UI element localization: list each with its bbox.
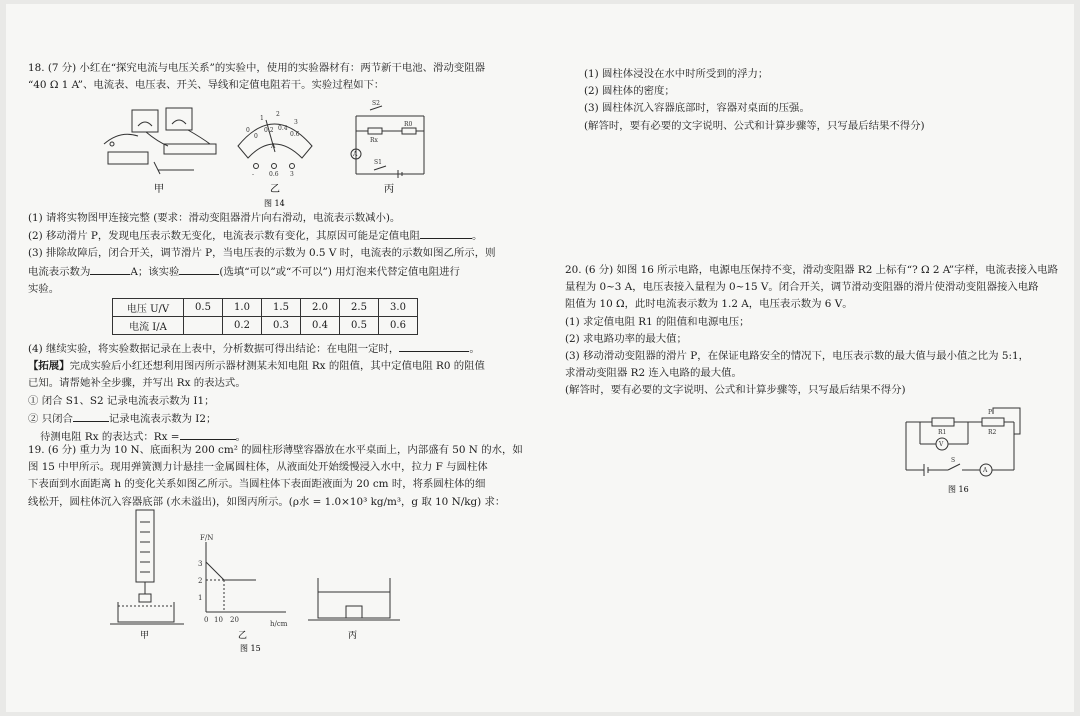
table-cell: 0.4 (301, 317, 340, 335)
svg-text:S2: S2 (372, 100, 380, 107)
question-20 (565, 262, 1058, 400)
svg-text:0.6: 0.6 (290, 131, 300, 138)
fig15-label-jia: 甲 (140, 631, 150, 641)
battery-pack (108, 152, 148, 164)
svg-text:3: 3 (294, 119, 298, 126)
table-cell: 2.5 (340, 299, 379, 317)
q18-part3a: (3) 排除故障后，闭合开关，调节滑片 P，当电压表的示数为 0.5 V 时，电流表的示数如图乙所示，则 (28, 247, 496, 260)
q18-part3c: 实验。 (28, 282, 60, 295)
q19-sub2: (2) 圆柱体的密度； (584, 85, 675, 98)
spring-scale (136, 510, 154, 582)
graph-xlabel: h/cm (270, 620, 288, 628)
label-s: S (951, 457, 956, 464)
label-r2: R2 (988, 429, 997, 436)
q18-part2: (2) 移动滑片 P，发现电压表示数无变化，电流表示数有变化，其原因可能是定值电阻 (28, 230, 420, 243)
graph-xtick: 20 (230, 616, 239, 624)
answer-blank[interactable] (399, 340, 469, 352)
svg-text:0.2: 0.2 (264, 127, 274, 134)
fig14-label-jia: 甲 (154, 184, 164, 195)
svg-text:0: 0 (246, 127, 250, 134)
table-cell: 0.3 (262, 317, 301, 335)
q18-step2-pre: ② 只闭合 (28, 412, 73, 425)
answer-blank[interactable] (90, 263, 130, 275)
table-cell: 1.0 (223, 299, 262, 317)
q18-part3b-mid: A；该实验 (130, 265, 180, 278)
q19-line1: 19. (6 分) 重力为 10 N、底面积为 200 cm² 的圆柱形薄壁容器放在水平桌面上，内部盛有 50 N 的水，如 (28, 444, 523, 456)
q20-line2: 量程为 0~3 A，电压表接入量程为 0~15 V。闭合开关，调节滑动变阻器的滑片使滑动变阻器接入电路 (565, 281, 1039, 294)
q18-line2: “40 Ω 1 A”、电流表、电压表、开关、导线和定值电阻若干。实验过程如下： (28, 79, 385, 92)
graph-ytick: 1 (198, 594, 203, 602)
extension-tag: 【拓展】 (28, 360, 70, 373)
q18-step2-post: 记录电流表示数为 I2； (108, 412, 217, 425)
question-19-subparts (584, 66, 1054, 135)
svg-text:-: - (252, 171, 255, 178)
graph-ytick: 2 (198, 577, 203, 585)
fig14-label-yi: 乙 (270, 184, 280, 195)
label-r1: R1 (938, 429, 947, 436)
svg-text:A: A (353, 151, 358, 158)
q18-parts: (1) 请将实物图甲连接完整 (要求：滑动变阻器滑片向右滑动，电流表示数减小)。 (2) 移动滑片 P，发现电压表示数无变化，电流表示数有变化，其原因可能是定值电阻 。 (3) 排除故障后，闭合开关，调节滑片 P，当电压表的示数为 0.5 V 时，电流表的示数如图乙所示，则 电流表示数为 A；该实验 (选填“可以”或“不可以”) 用灯泡来代替定值电阻进行 实验。 (28, 210, 495, 298)
svg-text:Rx: Rx (370, 137, 378, 144)
figure-16 (896, 404, 1028, 496)
fig14-label-bing: 丙 (384, 184, 394, 195)
q20-sub3: (3) 移动滑动变阻器的滑片 P，在保证电路安全的情况下，电压表示数的最大值与最小值之比为 5:1， (565, 350, 1029, 363)
answer-blank[interactable] (179, 263, 219, 275)
answer-blank[interactable] (73, 410, 109, 422)
svg-text:0: 0 (254, 133, 258, 140)
rheostat (164, 144, 216, 154)
answer-blank[interactable] (420, 227, 472, 239)
table-cell: 0.5 (340, 317, 379, 335)
q19-sub3: (3) 圆柱体沉入容器底部时，容器对桌面的压强。 (584, 102, 810, 115)
q19-line3: 下表面到水面距离 h 的变化关系如图乙所示。当圆柱体下表面距液面为 20 cm 时，将系圆柱体的细 (28, 478, 486, 491)
q18-part4: (4) 继续实验，将实验数据记录在上表中，分析数据可得出结论：在电阻一定时， (28, 343, 400, 355)
fig15-caption: 图 15 (240, 644, 261, 653)
resistor-r1 (932, 418, 954, 426)
svg-text:2: 2 (276, 111, 280, 118)
q18-ext1: 完成实验后小红还想利用图丙所示器材测某未知电阻 Rx 的阻值，其中定值电阻 R0 的阻值 (69, 360, 485, 373)
fig16-caption: 图 16 (948, 485, 969, 494)
svg-text:1: 1 (260, 115, 264, 122)
fig15-label-bing: 丙 (348, 631, 358, 641)
q20-line3: 阻值为 10 Ω，此时电流表示数为 1.2 A，电压表示数为 6 V。 (565, 298, 853, 311)
svg-text:0.6: 0.6 (269, 171, 279, 178)
table-cell: 2.0 (301, 299, 340, 317)
table-cell: 0.5 (184, 299, 223, 317)
q19-sub1: (1) 圆柱体浸没在水中时所受到的浮力； (584, 68, 769, 80)
q19-note: (解答时，要有必要的文字说明、公式和计算步骤等，只写最后结果不得分) (584, 119, 925, 132)
q18-step3: 待测电阻 Rx 的表达式：Rx = (40, 431, 180, 444)
q18-part3b-post: (选填“可以”或“不可以”) 用灯泡来代替定值电阻进行 (219, 265, 460, 278)
q18-step1: ① 闭合 S1、S2 记录电流表示数为 I1； (28, 394, 215, 407)
svg-text:R0: R0 (404, 121, 413, 128)
q20-sub2: (2) 求电路功率的最大值； (565, 332, 687, 345)
table-cell: 3.0 (379, 299, 418, 317)
q20-note: (解答时，要有必要的文字说明、公式和计算步骤等，只写最后结果不得分) (565, 384, 906, 397)
sunk-cylinder (346, 606, 362, 618)
label-a: A (983, 467, 988, 474)
q18-continued: (4) 继续实验，将实验数据记录在上表中，分析数据可得出结论：在电阻一定时， 。 【拓展】完成实验后小红还想利用图丙所示器材测某未知电阻 Rx 的阻值，其中定值电阻 R0 的阻值 已知。请帮她补全步骤，并写出 Rx 的表达式。 ① 闭合 S1、S2 记录电流表示数为 I1； ② 只闭合 记录电流表示数为 I2； 待测电阻 Rx 的表达式：Rx = 。 (28, 340, 485, 446)
q20-sub3b: 求滑动变阻器 R2 连入电路的最大值。 (565, 367, 742, 380)
table-cell: 0.6 (379, 317, 418, 335)
data-table (112, 298, 418, 335)
q20-line1: 20. (6 分) 如图 16 所示电路，电源电压保持不变，滑动变阻器 R2 上标有“? Ω 2 A”字样，电流表接入电路 (565, 264, 1058, 276)
label-p: P (988, 409, 993, 416)
q18-part3b-pre: 电流表示数为 (28, 265, 91, 278)
q18-ext2: 已知。请帮她补全步骤，并写出 Rx 的表达式。 (28, 377, 246, 390)
voltmeter-device (166, 108, 192, 130)
graph-xtick: 0 (204, 616, 209, 624)
label-v: V (939, 441, 944, 448)
table-cell (184, 317, 223, 335)
rheostat-r2 (982, 418, 1004, 426)
graph-ytick: 3 (198, 560, 203, 568)
graph-xtick: 10 (214, 616, 223, 624)
q18-part1: (1) 请将实物图甲连接完整 (要求：滑动变阻器滑片向右滑动，电流表示数减小)。 (28, 212, 401, 224)
table-cell: 1.5 (262, 299, 301, 317)
q18-header: 18. (7 分) 小红在“探究电流与电压关系”的实验中，使用的实验器材有：两节新干电池、滑动变阻器 (28, 62, 486, 74)
fig14-caption: 图 14 (264, 199, 285, 208)
svg-text:3: 3 (290, 171, 294, 178)
figure-15 (110, 508, 440, 656)
force-curve (206, 562, 256, 580)
svg-text:A: A (271, 143, 276, 150)
figure-14 (98, 96, 438, 208)
answer-blank[interactable] (180, 428, 236, 440)
svg-text:S1: S1 (374, 159, 382, 166)
table-row-head: 电压 U/V (113, 299, 184, 317)
metal-cylinder (139, 594, 151, 602)
q20-sub1: (1) 求定值电阻 R1 的阻值和电源电压； (565, 315, 750, 328)
fig15-label-yi: 乙 (238, 631, 248, 641)
question-18 (28, 60, 508, 94)
svg-text:0.4: 0.4 (278, 125, 288, 132)
q19-line2: 图 15 中甲所示。现用弹簧测力计悬挂一金属圆柱体，从液面处开始缓慢浸入水中，拉力 F 与圆柱体 (28, 461, 488, 474)
question-19 (28, 442, 523, 511)
q19-line4: 线松开，圆柱体沉入容器底部 (水未溢出)，如图丙所示。(ρ水 = 1.0×10³ kg/m³，g 取 10 N/kg) 求： (28, 495, 506, 508)
table-cell: 0.2 (223, 317, 262, 335)
graph-ylabel: F/N (200, 534, 214, 542)
table-row-head: 电流 I/A (113, 317, 184, 335)
circuit-bing (351, 106, 424, 178)
ammeter-device (132, 110, 158, 132)
